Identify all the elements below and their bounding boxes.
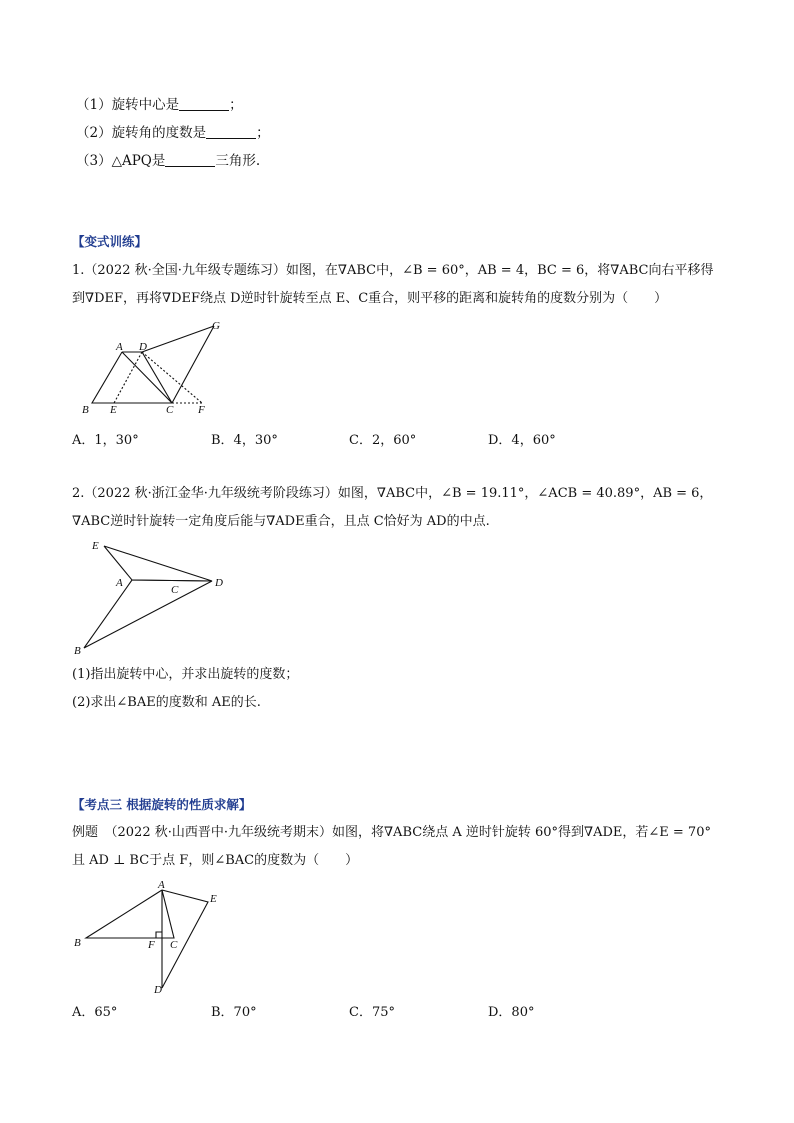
section-heading-key-point-3: 【考点三 根据旋转的性质求解】 xyxy=(72,797,252,812)
label-A: A xyxy=(158,879,165,891)
problem-2-sub-question-1: (1)指出旋转中心，并求出旋转的度数； xyxy=(72,667,299,682)
problem-2-figure xyxy=(70,536,240,661)
part-3-prefix: （3）△APQ是 xyxy=(76,153,166,169)
label-F: F xyxy=(148,939,155,951)
label-A: A xyxy=(116,577,123,589)
problem-2-text-line-2: ∇ABC逆时针旋转一定角度后能与∇ADE重合，且点 C恰好为 AD的中点. xyxy=(72,514,490,529)
section-heading-variant-training: 【变式训练】 xyxy=(72,234,148,249)
problem-1-text-line-2: 到∇DEF，再将∇DEF绕点 D逆时针旋转至点 E、C重合，则平移的距离和旋转角的度数分别为（ ） xyxy=(72,291,668,306)
problem-1-option-b[interactable]: B．4，30° xyxy=(211,433,278,448)
example-figure xyxy=(70,876,240,1000)
answer-blank xyxy=(206,126,256,139)
part-2-prefix: （2）旋转角的度数是 xyxy=(76,125,207,141)
example-option-a[interactable]: A．65° xyxy=(72,1005,118,1020)
problem-1-option-a[interactable]: A．1，30° xyxy=(72,433,139,448)
label-E: E xyxy=(92,540,99,552)
answer-blank xyxy=(179,98,229,111)
example-text-line-1: 例题 （2022 秋·山西晋中·九年级统考期末）如图，将∇ABC绕点 A 逆时针旋转 60°得到∇ADE，若∠E = 70° xyxy=(72,825,711,840)
question-part-1 xyxy=(76,96,243,114)
label-G: G xyxy=(212,320,220,332)
label-D: D xyxy=(139,341,147,353)
label-A: A xyxy=(116,341,123,353)
label-D: D xyxy=(154,984,162,996)
problem-2-sub-question-2: (2)求出∠BAE的度数和 AE的长. xyxy=(72,695,261,710)
label-B: B xyxy=(82,404,89,416)
problem-1-figure xyxy=(70,318,240,418)
label-F: F xyxy=(198,404,205,416)
label-B: B xyxy=(74,937,81,949)
label-C: C xyxy=(166,404,174,416)
label-C: C xyxy=(170,939,178,951)
part-2-suffix: ； xyxy=(256,125,270,141)
problem-1-text-line-1: 1.（2022 秋·全国·九年级专题练习）如图，在∇ABC中，∠B = 60°，AB = 4，BC = 6，将∇ABC向右平移得 xyxy=(72,263,714,278)
part-1-prefix: （1）旋转中心是 xyxy=(76,97,180,113)
label-E: E xyxy=(210,893,217,905)
label-E: E xyxy=(110,404,117,416)
question-part-2 xyxy=(76,124,270,142)
problem-2-text-line-1: 2.（2022 秋·浙江金华·九年级统考阶段练习）如图，∇ABC中，∠B = 19.11°，∠ACB = 40.89°，AB = 6， xyxy=(72,486,713,501)
example-option-c[interactable]: C．75° xyxy=(349,1005,395,1020)
example-text-line-2: 且 AD ⊥ BC于点 F，则∠BAC的度数为（ ） xyxy=(72,853,359,868)
question-part-3 xyxy=(76,152,260,170)
part-3-suffix: 三角形. xyxy=(215,153,261,169)
example-option-d[interactable]: D．80° xyxy=(488,1005,535,1020)
answer-blank xyxy=(165,154,215,167)
label-D: D xyxy=(215,577,223,589)
example-option-b[interactable]: B．70° xyxy=(211,1005,257,1020)
part-1-suffix: ； xyxy=(229,97,243,113)
label-C: C xyxy=(171,584,179,596)
problem-1-option-d[interactable]: D．4，60° xyxy=(488,433,556,448)
label-B: B xyxy=(74,645,81,657)
problem-1-option-c[interactable]: C．2，60° xyxy=(349,433,417,448)
